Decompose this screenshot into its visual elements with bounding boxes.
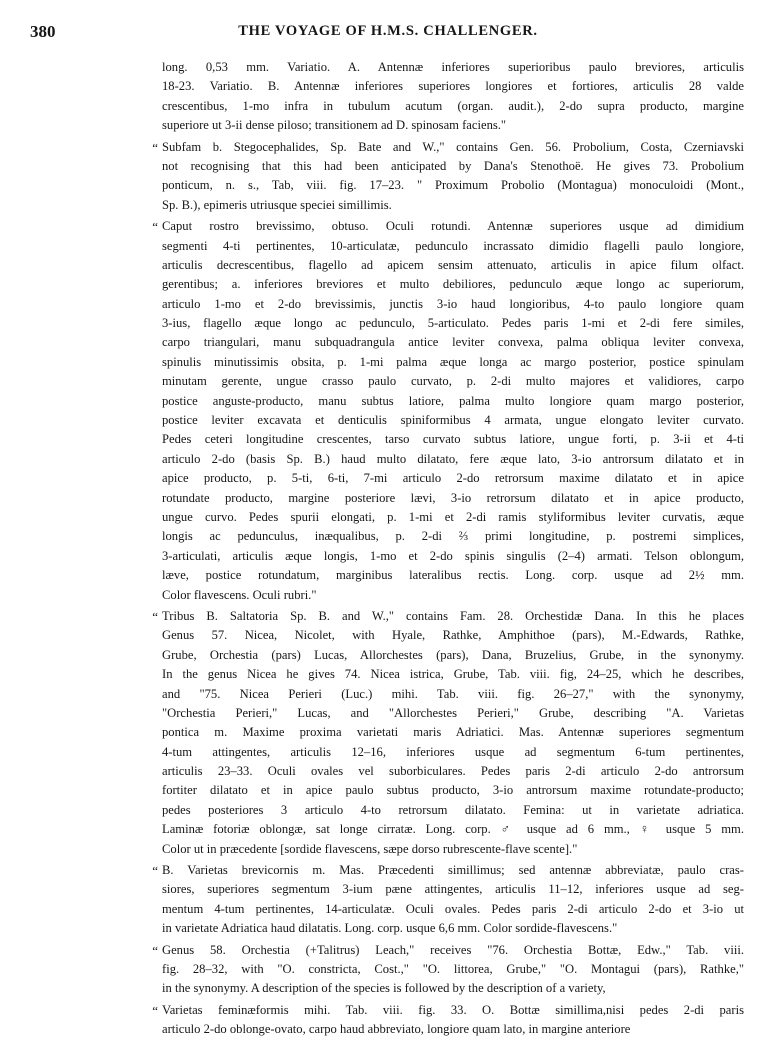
text-line: apice producto, p. 5-ti, 6-ti, 7-mi articulo 2-do retrorsum maxime dilatato et in apice — [162, 471, 744, 486]
running-title: THE VOYAGE OF H.M.S. CHALLENGER. — [238, 23, 538, 39]
text-line: fig. 28–32, with "O. constricta, Cost.," "O. littorea, Grube," "O. Montagui (pars), Rathke," — [162, 961, 744, 976]
paragraph — [0, 607, 776, 859]
opening-quote-mark: “ — [152, 942, 158, 958]
text-line: and "75. Nicea Perieri (Luc.) mihi. Tab. viii. fig. 26–27," with the synonymy, — [162, 686, 744, 701]
text-line: Tribus B. Saltatoria Sp. B. and W.," contains Fam. 28. Orchestidæ Dana. In this he places — [162, 608, 744, 623]
text-line: articulis 23–33. Oculi ovales vel suborbiculares. Pedes paris 2-di articulo 2-do antrorsum — [162, 764, 744, 779]
text-line: Genus 57. Nicea, Nicolet, with Hyale, Rathke, Amphithoe (pars), M.-Edwards, Rathke, — [162, 628, 744, 643]
text-line: 3-ius, flagello æque longo ac pedunculo, 5-articulato. Pedes paris 1-mi et 2-di fere similes, — [162, 316, 744, 331]
text-line: articulo 2-do (basis Sp. B.) haud multo dilatato, fere æque lato, 3-io antrorsum dilatato et in — [162, 451, 744, 466]
text-line: articulis decrescentibus, flagello ad apicem sensim attenuato, articulis in apice filum olfact. — [162, 257, 744, 272]
opening-quote-mark: “ — [152, 139, 158, 155]
body-text — [0, 58, 776, 1042]
text-line: 3-articulati, articulis æque longis, 1-mo et 2-do spinis singulis (2–4) armati. Telson oblongum, — [162, 548, 744, 563]
text-line: articulo 1-mo et 2-do brevissimis, junctis 3-io haud longioribus, 4-to paulo longiore quam — [162, 296, 744, 311]
text-line: longis ac pedunculus, inæqualibus, p. 2-di ⅔ primi longitudine, p. postremi simplices, — [162, 529, 744, 544]
text-line: 4-tum attingentes, articulis 12–16, inferiores usque ad segmentum 6-tum pertinentes, — [162, 744, 744, 759]
opening-quote-mark: “ — [152, 863, 158, 879]
text-line: gerentibus; a. inferiores breviores et multo debiliores, pedunculo æque longo ac superiorum, — [162, 277, 744, 292]
text-line: Varietas feminæformis mihi. Tab. viii. fig. 33. O. Bottæ simillima,nisi pedes 2-di paris — [162, 1002, 744, 1017]
text-line: Color flavescens. Oculi rubri." — [162, 587, 317, 602]
text-line: carpo triangulari, manu subquadrangula antice leviter convexa, palma obliqua leviter convexa, — [162, 335, 744, 350]
text-line: Genus 58. Orchestia (+Talitrus) Leach," receives "76. Orchestia Bottæ, Edw.," Tab. viii. — [162, 942, 744, 957]
paragraph — [0, 941, 776, 999]
text-line: ponticum, n. s., Tab, viii. fig. 17–23. " Proximum Probolio (Montagua) monoculoidi (Mont., — [162, 178, 744, 193]
text-line: ungue curvo. Pedes spurii elongati, p. 1-mi et 2-di ramis styliformibus leviter curvatis, æque — [162, 509, 744, 524]
text-line: pedes posteriores 3 articulo 4-to retrorsum dilatato. Femina: ut in varietate adriatica. — [162, 802, 744, 817]
opening-quote-mark: “ — [152, 219, 158, 235]
text-line: Pedes ceteri longitudine crescentes, tarso curvato subtus latiore, ungue forti, p. 3-ii et 4-ti — [162, 432, 744, 447]
text-line: siores, superiores segmentum 3-ium pæne attingentes, articulis 11–12, inferiores usque ad seg- — [162, 882, 744, 897]
opening-quote-mark: “ — [152, 608, 158, 624]
text-line: crescentibus, 1-mo infra in tubulum acutum (organ. audit.), 2-do supra producto, margine — [162, 98, 744, 113]
text-line: in varietate Adriatica haud dilatatis. Long. corp. usque 6,6 mm. Color sordide-flavescens." — [162, 921, 618, 936]
text-line: minutam gerente, ungue crasso paulo curvato, p. 2-di multo majores et validiores, carpo — [162, 374, 744, 389]
text-line: Color ut in præcedente [sordide flavescens, sæpe dorso rubrescente-flave scente]." — [162, 841, 578, 856]
opening-quote-mark: “ — [152, 1002, 158, 1018]
paragraph — [0, 217, 776, 605]
text-line: superiore ut 3-ii dense piloso; transitionem ad D. spinosam faciens." — [162, 118, 507, 133]
text-line: articulo 2-do oblonge-ovato, carpo haud abbreviato, longiore quam lato, in margine anteriore — [162, 1022, 631, 1037]
text-line: in the synonymy. A description of the species is followed by the description of a variety, — [162, 981, 606, 996]
paragraph — [0, 138, 776, 216]
paragraph — [0, 861, 776, 939]
text-line: B. Varietas brevicornis m. Mas. Præcedenti simillimus; sed antennæ abbreviatæ, paulo cras- — [162, 863, 744, 878]
text-line: Sp. B.), epimeris utriusque speciei simillimis. — [162, 197, 392, 212]
text-line: long. 0,53 mm. Variatio. A. Antennæ inferiores superioribus paulo breviores, articulis — [162, 60, 744, 74]
text-line: rotundate producto, margine posteriore lævi, 3-io retrorsum dilatato et in apice producto, — [162, 490, 744, 505]
paragraph — [0, 58, 776, 136]
text-line: Caput rostro brevissimo, obtuso. Oculi rotundi. Antennæ superiores usque ad dimidium — [162, 219, 744, 234]
text-line: mentum 4-tum pertinentes, 14-articulatæ. Oculi ovales. Pedes paris 2-di articulo 2-do et 3-io ut — [162, 901, 744, 916]
text-line: pontica m. Maxime proxima varietati maris Adriatici. Mas. Antennæ superiores segmentum — [162, 725, 744, 740]
text-line: "Orchestia Perieri," Lucas, and "Allorchestes Perieri," Grube, describing "A. Varietas — [162, 705, 744, 720]
text-line: læve, postice rotundatum, marginibus lateralibus rectis. Long. corp. usque ad 2½ mm. — [162, 568, 744, 583]
page-header — [30, 22, 746, 46]
text-line: segmenti 4-ti pertinentes, 10-articulatæ, pedunculo incrassato dimidio flagelli paulo longiore, — [162, 238, 744, 253]
text-line: Laminæ fotoriæ oblongæ, sat longe cirratæ. Long. corp. ♂ usque ad 6 mm., ♀ usque 5 mm. — [162, 822, 744, 837]
text-line: postice leviter excavata et denticulis spiniformibus 4 armata, ungue elongato leviter curvato. — [162, 413, 744, 428]
text-line: Subfam b. Stegocephalides, Sp. Bate and W.," contains Gen. 56. Probolium, Costa, Czerniavski — [162, 139, 744, 154]
text-line: 18-23. Variatio. B. Antennæ inferiores superiores longiores et fortiores, articulis 28 valde — [162, 79, 744, 94]
text-line: fortiter dilatato et in apice paulo subtus producto, 3-io antrorsum maxime rotundate-producto; — [162, 783, 744, 798]
text-line: In the genus Nicea he gives 74. Nicea istrica, Grube, Tab. viii. fig, 24–25, which he describes, — [162, 667, 744, 682]
page-number: 380 — [30, 22, 56, 41]
text-line: spinulis minutissimis obsita, p. 1-mi palma æque longa ac margo posterior, postice spinulam — [162, 354, 744, 369]
text-line: not recognising that this had been anticipated by Dana's Stenothoë. He gives 73. Probolium — [162, 158, 744, 173]
text-line: postice anguste-producto, manu subtus latiore, palma multo longiore quam margo posterior, — [162, 393, 744, 408]
text-line: Grube, Orchestia (pars) Lucas, Allorchestes (pars), Dana, Bruzelius, Grube, in the synonymy. — [162, 647, 744, 662]
paragraph — [0, 1001, 776, 1040]
